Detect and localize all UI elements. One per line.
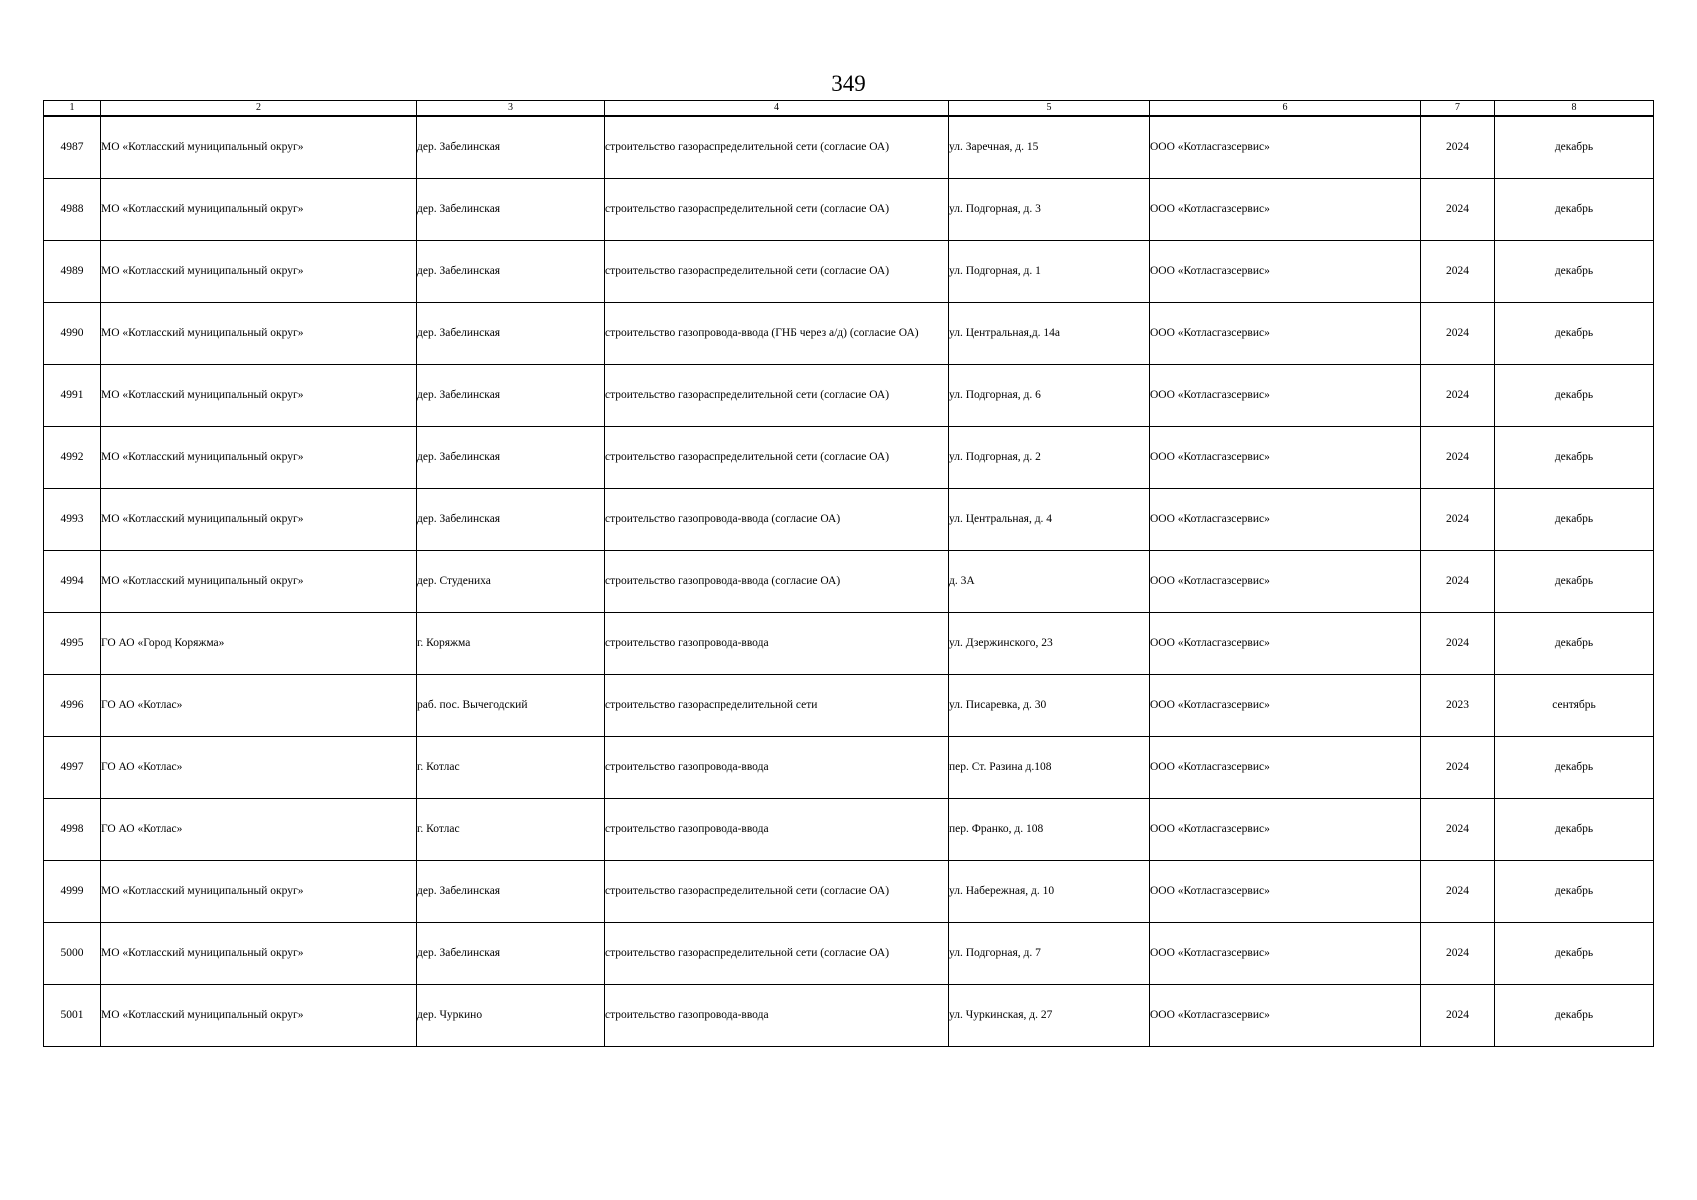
address-cell: ул. Писаревка, д. 30 xyxy=(949,675,1150,737)
column-header: 2 xyxy=(101,101,417,117)
row-number-cell: 4999 xyxy=(44,861,101,923)
row-number-cell: 4994 xyxy=(44,551,101,613)
row-number-cell: 4997 xyxy=(44,737,101,799)
organization-cell: ООО «Котласгазсервис» xyxy=(1150,861,1421,923)
year-cell: 2024 xyxy=(1421,737,1495,799)
year-cell: 2023 xyxy=(1421,675,1495,737)
work-type-cell: строительство газопровода-ввода xyxy=(605,737,949,799)
municipality-cell: МО «Котласский муниципальный округ» xyxy=(101,303,417,365)
row-number-cell: 4989 xyxy=(44,241,101,303)
work-type-cell: строительство газопровода-ввода xyxy=(605,799,949,861)
table-body xyxy=(44,116,1654,1047)
work-type-cell: строительство газораспределительной сети (согласие ОА) xyxy=(605,861,949,923)
month-cell: декабрь xyxy=(1495,799,1654,861)
organization-cell: ООО «Котласгазсервис» xyxy=(1150,613,1421,675)
table-row xyxy=(44,985,1654,1047)
municipality-cell: МО «Котласский муниципальный округ» xyxy=(101,179,417,241)
organization-cell: ООО «Котласгазсервис» xyxy=(1150,303,1421,365)
table-row xyxy=(44,675,1654,737)
settlement-cell: дер. Забелинская xyxy=(417,303,605,365)
year-cell: 2024 xyxy=(1421,985,1495,1047)
municipality-cell: МО «Котласский муниципальный округ» xyxy=(101,551,417,613)
address-cell: ул. Набережная, д. 10 xyxy=(949,861,1150,923)
row-number-cell: 4998 xyxy=(44,799,101,861)
address-cell: ул. Подгорная, д. 2 xyxy=(949,427,1150,489)
work-type-cell: строительство газораспределительной сети (согласие ОА) xyxy=(605,923,949,985)
address-cell: ул. Подгорная, д. 7 xyxy=(949,923,1150,985)
settlement-cell: дер. Забелинская xyxy=(417,861,605,923)
municipality-cell: МО «Котласский муниципальный округ» xyxy=(101,923,417,985)
work-type-cell: строительство газораспределительной сети (согласие ОА) xyxy=(605,365,949,427)
year-cell: 2024 xyxy=(1421,489,1495,551)
municipality-cell: МО «Котласский муниципальный округ» xyxy=(101,985,417,1047)
data-table xyxy=(43,100,1654,1047)
row-number-cell: 4991 xyxy=(44,365,101,427)
year-cell: 2024 xyxy=(1421,861,1495,923)
work-type-cell: строительство газораспределительной сети (согласие ОА) xyxy=(605,427,949,489)
year-cell: 2024 xyxy=(1421,241,1495,303)
work-type-cell: строительство газопровода-ввода (ГНБ через а/д) (согласие ОА) xyxy=(605,303,949,365)
page-number: 349 xyxy=(831,71,866,96)
column-header: 1 xyxy=(44,101,101,117)
organization-cell: ООО «Котласгазсервис» xyxy=(1150,489,1421,551)
table-row xyxy=(44,365,1654,427)
organization-cell: ООО «Котласгазсервис» xyxy=(1150,985,1421,1047)
settlement-cell: дер. Чуркино xyxy=(417,985,605,1047)
settlement-cell: раб. пос. Вычегодский xyxy=(417,675,605,737)
column-header: 7 xyxy=(1421,101,1495,117)
year-cell: 2024 xyxy=(1421,551,1495,613)
year-cell: 2024 xyxy=(1421,799,1495,861)
address-cell: ул. Дзержинского, 23 xyxy=(949,613,1150,675)
municipality-cell: МО «Котласский муниципальный округ» xyxy=(101,365,417,427)
settlement-cell: г. Коряжма xyxy=(417,613,605,675)
organization-cell: ООО «Котласгазсервис» xyxy=(1150,365,1421,427)
month-cell: декабрь xyxy=(1495,737,1654,799)
year-cell: 2024 xyxy=(1421,303,1495,365)
row-number-cell: 4988 xyxy=(44,179,101,241)
table-row xyxy=(44,737,1654,799)
settlement-cell: дер. Забелинская xyxy=(417,489,605,551)
month-cell: декабрь xyxy=(1495,923,1654,985)
month-cell: декабрь xyxy=(1495,116,1654,179)
municipality-cell: МО «Котласский муниципальный округ» xyxy=(101,116,417,179)
column-header: 8 xyxy=(1495,101,1654,117)
settlement-cell: дер. Забелинская xyxy=(417,179,605,241)
work-type-cell: строительство газопровода-ввода (согласие ОА) xyxy=(605,489,949,551)
month-cell: декабрь xyxy=(1495,613,1654,675)
year-cell: 2024 xyxy=(1421,179,1495,241)
municipality-cell: ГО АО «Котлас» xyxy=(101,799,417,861)
work-type-cell: строительство газораспределительной сети (согласие ОА) xyxy=(605,241,949,303)
municipality-cell: ГО АО «Котлас» xyxy=(101,675,417,737)
table-row xyxy=(44,303,1654,365)
organization-cell: ООО «Котласгазсервис» xyxy=(1150,427,1421,489)
address-cell: ул. Чуркинская, д. 27 xyxy=(949,985,1150,1047)
month-cell: сентябрь xyxy=(1495,675,1654,737)
row-number-cell: 4995 xyxy=(44,613,101,675)
organization-cell: ООО «Котласгазсервис» xyxy=(1150,551,1421,613)
municipality-cell: МО «Котласский муниципальный округ» xyxy=(101,241,417,303)
year-cell: 2024 xyxy=(1421,613,1495,675)
address-cell: ул. Подгорная, д. 3 xyxy=(949,179,1150,241)
work-type-cell: строительство газопровода-ввода xyxy=(605,985,949,1047)
month-cell: декабрь xyxy=(1495,241,1654,303)
table-row xyxy=(44,179,1654,241)
address-cell: ул. Центральная,д. 14а xyxy=(949,303,1150,365)
municipality-cell: МО «Котласский муниципальный округ» xyxy=(101,489,417,551)
month-cell: декабрь xyxy=(1495,861,1654,923)
month-cell: декабрь xyxy=(1495,427,1654,489)
row-number-cell: 5000 xyxy=(44,923,101,985)
column-header: 5 xyxy=(949,101,1150,117)
municipality-cell: ГО АО «Котлас» xyxy=(101,737,417,799)
settlement-cell: дер. Забелинская xyxy=(417,241,605,303)
settlement-cell: дер. Студениха xyxy=(417,551,605,613)
table-header-row xyxy=(44,101,1654,117)
work-type-cell: строительство газопровода-ввода xyxy=(605,613,949,675)
row-number-cell: 4992 xyxy=(44,427,101,489)
table-row xyxy=(44,613,1654,675)
address-cell: ул. Подгорная, д. 1 xyxy=(949,241,1150,303)
municipality-cell: МО «Котласский муниципальный округ» xyxy=(101,427,417,489)
year-cell: 2024 xyxy=(1421,116,1495,179)
table-row xyxy=(44,551,1654,613)
year-cell: 2024 xyxy=(1421,923,1495,985)
month-cell: декабрь xyxy=(1495,303,1654,365)
table-row xyxy=(44,861,1654,923)
address-cell: ул. Центральная, д. 4 xyxy=(949,489,1150,551)
work-type-cell: строительство газораспределительной сети (согласие ОА) xyxy=(605,116,949,179)
column-header: 3 xyxy=(417,101,605,117)
settlement-cell: дер. Забелинская xyxy=(417,923,605,985)
table-row xyxy=(44,799,1654,861)
settlement-cell: г. Котлас xyxy=(417,799,605,861)
work-type-cell: строительство газораспределительной сети xyxy=(605,675,949,737)
settlement-cell: дер. Забелинская xyxy=(417,365,605,427)
year-cell: 2024 xyxy=(1421,365,1495,427)
settlement-cell: дер. Забелинская xyxy=(417,427,605,489)
organization-cell: ООО «Котласгазсервис» xyxy=(1150,116,1421,179)
month-cell: декабрь xyxy=(1495,365,1654,427)
address-cell: пер. Ст. Разина д.108 xyxy=(949,737,1150,799)
year-cell: 2024 xyxy=(1421,427,1495,489)
month-cell: декабрь xyxy=(1495,551,1654,613)
month-cell: декабрь xyxy=(1495,489,1654,551)
column-header: 6 xyxy=(1150,101,1421,117)
work-type-cell: строительство газораспределительной сети (согласие ОА) xyxy=(605,179,949,241)
organization-cell: ООО «Котласгазсервис» xyxy=(1150,241,1421,303)
organization-cell: ООО «Котласгазсервис» xyxy=(1150,923,1421,985)
table-row xyxy=(44,427,1654,489)
organization-cell: ООО «Котласгазсервис» xyxy=(1150,737,1421,799)
table-row xyxy=(44,116,1654,179)
settlement-cell: дер. Забелинская xyxy=(417,116,605,179)
organization-cell: ООО «Котласгазсервис» xyxy=(1150,675,1421,737)
month-cell: декабрь xyxy=(1495,179,1654,241)
address-cell: ул. Подгорная, д. 6 xyxy=(949,365,1150,427)
table-row xyxy=(44,489,1654,551)
address-cell: пер. Франко, д. 108 xyxy=(949,799,1150,861)
address-cell: ул. Заречная, д. 15 xyxy=(949,116,1150,179)
settlement-cell: г. Котлас xyxy=(417,737,605,799)
organization-cell: ООО «Котласгазсервис» xyxy=(1150,179,1421,241)
work-type-cell: строительство газопровода-ввода (согласие ОА) xyxy=(605,551,949,613)
row-number-cell: 4987 xyxy=(44,116,101,179)
month-cell: декабрь xyxy=(1495,985,1654,1047)
address-cell: д. 3А xyxy=(949,551,1150,613)
row-number-cell: 4993 xyxy=(44,489,101,551)
municipality-cell: МО «Котласский муниципальный округ» xyxy=(101,861,417,923)
municipality-cell: ГО АО «Город Коряжма» xyxy=(101,613,417,675)
row-number-cell: 4990 xyxy=(44,303,101,365)
table-row xyxy=(44,241,1654,303)
organization-cell: ООО «Котласгазсервис» xyxy=(1150,799,1421,861)
column-header: 4 xyxy=(605,101,949,117)
row-number-cell: 4996 xyxy=(44,675,101,737)
row-number-cell: 5001 xyxy=(44,985,101,1047)
table-row xyxy=(44,923,1654,985)
